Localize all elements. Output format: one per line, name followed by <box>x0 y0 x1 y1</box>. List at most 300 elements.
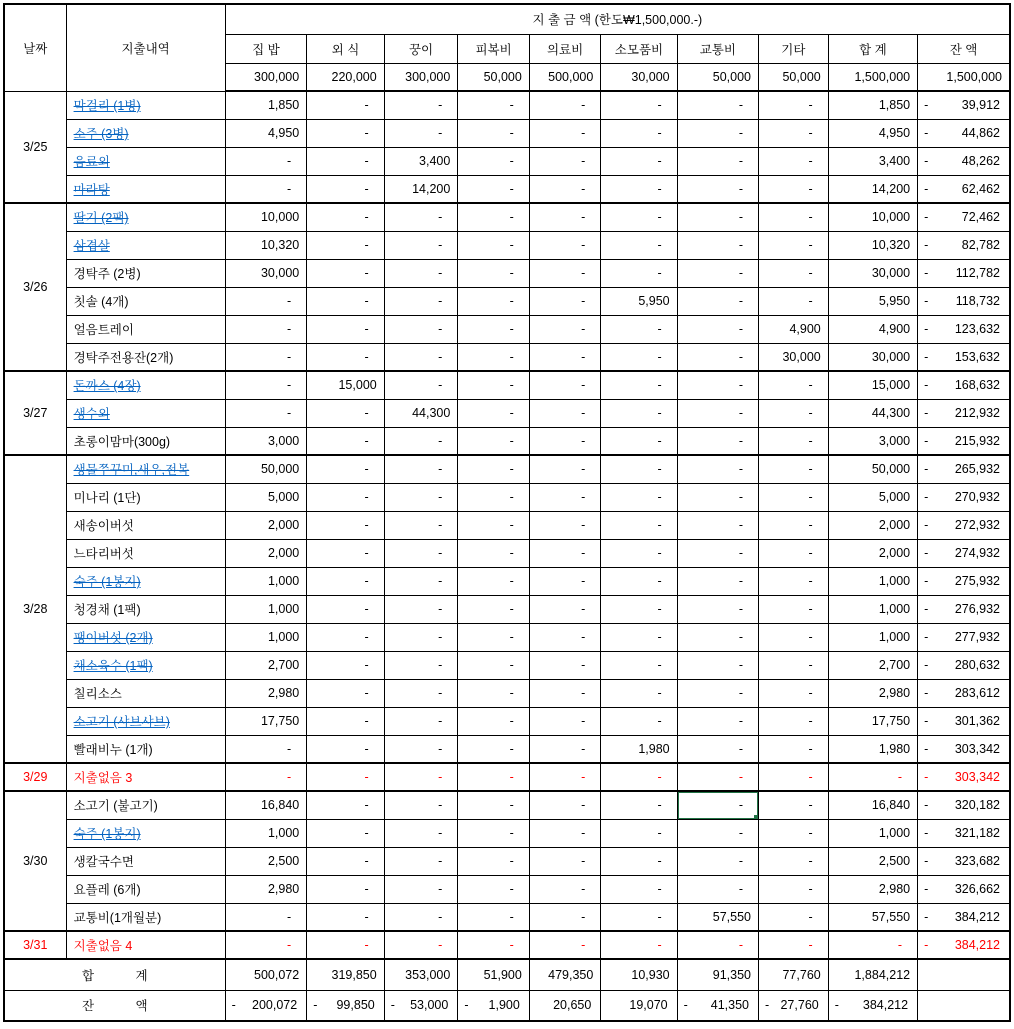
amount-cell[interactable]: - <box>677 763 758 791</box>
row-balance-cell[interactable] <box>918 819 1010 847</box>
date-cell[interactable]: 3/30 <box>4 791 66 931</box>
amount-cell[interactable]: - <box>759 847 829 875</box>
budget-amount-cell[interactable]: 1,500,000 <box>918 63 1010 91</box>
expense-item-cell[interactable]: 지출없음 4 <box>66 931 225 959</box>
amount-cell[interactable]: - <box>677 231 758 259</box>
amount-cell[interactable]: - <box>458 651 529 679</box>
amount-cell[interactable]: - <box>458 91 529 119</box>
amount-cell[interactable]: - <box>601 875 677 903</box>
amount-cell[interactable]: - <box>601 203 677 231</box>
row-total-cell[interactable]: 2,000 <box>828 511 917 539</box>
row-balance-cell[interactable] <box>918 455 1010 483</box>
amount-cell[interactable]: - <box>759 91 829 119</box>
amount-cell[interactable]: - <box>458 707 529 735</box>
amount-cell[interactable]: 1,000 <box>225 595 307 623</box>
amount-cell[interactable]: - <box>307 847 385 875</box>
row-total-cell[interactable]: 1,850 <box>828 91 917 119</box>
amount-cell[interactable]: 1,000 <box>225 623 307 651</box>
amount-cell[interactable]: 10,000 <box>225 203 307 231</box>
budget-amount-cell[interactable]: 300,000 <box>384 63 458 91</box>
amount-cell[interactable]: - <box>677 931 758 959</box>
amount-cell[interactable]: - <box>759 371 829 399</box>
row-balance-cell[interactable] <box>918 791 1010 819</box>
row-balance-cell[interactable] <box>918 763 1010 791</box>
summary-total-cell[interactable]: 10,930 <box>601 959 677 990</box>
category-header-cell[interactable]: 교통비 <box>677 34 758 63</box>
amount-cell[interactable]: 44,300 <box>384 399 458 427</box>
row-balance-cell[interactable] <box>918 511 1010 539</box>
expense-item-cell[interactable]: 경탁주 (2병) <box>66 259 225 287</box>
row-balance-cell[interactable] <box>918 595 1010 623</box>
summary-balance-cell[interactable] <box>677 990 758 1021</box>
amount-cell[interactable]: - <box>529 511 601 539</box>
amount-cell[interactable]: - <box>307 259 385 287</box>
amount-cell[interactable]: - <box>307 455 385 483</box>
row-balance-cell[interactable] <box>918 651 1010 679</box>
amount-cell[interactable]: - <box>601 819 677 847</box>
amount-cell[interactable]: - <box>601 763 677 791</box>
amount-cell[interactable]: - <box>384 91 458 119</box>
amount-cell[interactable]: - <box>225 175 307 203</box>
amount-cell[interactable]: - <box>458 203 529 231</box>
row-balance-cell[interactable] <box>918 231 1010 259</box>
row-balance-cell[interactable] <box>918 735 1010 763</box>
amount-cell[interactable]: - <box>529 287 601 315</box>
amount-cell[interactable]: - <box>759 427 829 455</box>
amount-cell[interactable]: - <box>677 315 758 343</box>
amount-cell[interactable]: - <box>759 259 829 287</box>
amount-cell[interactable]: - <box>759 707 829 735</box>
amount-cell[interactable]: - <box>677 119 758 147</box>
amount-cell[interactable]: - <box>384 679 458 707</box>
amount-cell[interactable]: - <box>458 371 529 399</box>
summary-balance-cell[interactable] <box>384 990 458 1021</box>
amount-cell[interactable]: - <box>677 679 758 707</box>
row-balance-cell[interactable] <box>918 287 1010 315</box>
amount-cell[interactable]: - <box>529 203 601 231</box>
amount-cell[interactable]: 17,750 <box>225 707 307 735</box>
category-header-cell[interactable]: 집 밥 <box>225 34 307 63</box>
amount-cell[interactable]: - <box>384 483 458 511</box>
amount-cell[interactable]: 57,550 <box>677 903 758 931</box>
amount-cell[interactable]: - <box>529 147 601 175</box>
amount-cell[interactable]: 3,400 <box>384 147 458 175</box>
amount-cell[interactable]: - <box>307 903 385 931</box>
amount-cell[interactable]: - <box>529 903 601 931</box>
amount-cell[interactable]: 15,000 <box>307 371 385 399</box>
expense-item-link[interactable]: 숙주 (1봉지) <box>66 819 225 847</box>
amount-cell[interactable]: - <box>384 287 458 315</box>
amount-cell[interactable]: - <box>384 931 458 959</box>
budget-amount-cell[interactable]: 300,000 <box>225 63 307 91</box>
amount-cell[interactable]: 5,000 <box>225 483 307 511</box>
budget-amount-cell[interactable]: 50,000 <box>677 63 758 91</box>
row-balance-cell[interactable] <box>918 91 1010 119</box>
row-balance-cell[interactable] <box>918 847 1010 875</box>
row-balance-cell[interactable] <box>918 483 1010 511</box>
expense-item-link[interactable]: 마라탕 <box>66 175 225 203</box>
amount-cell[interactable]: - <box>759 147 829 175</box>
amount-cell[interactable]: - <box>601 511 677 539</box>
amount-cell[interactable]: - <box>384 651 458 679</box>
amount-cell[interactable]: - <box>601 231 677 259</box>
amount-cell[interactable]: - <box>384 259 458 287</box>
budget-amount-cell[interactable]: 50,000 <box>458 63 529 91</box>
amount-cell[interactable]: - <box>601 707 677 735</box>
category-header-cell[interactable]: 기타 <box>759 34 829 63</box>
amount-cell[interactable]: - <box>529 455 601 483</box>
amount-cell[interactable]: - <box>307 287 385 315</box>
amount-cell[interactable]: 2,700 <box>225 651 307 679</box>
row-total-cell[interactable]: 44,300 <box>828 399 917 427</box>
amount-cell[interactable]: - <box>384 231 458 259</box>
amount-cell[interactable]: - <box>677 287 758 315</box>
summary-total-cell[interactable]: 51,900 <box>458 959 529 990</box>
amount-cell[interactable]: - <box>677 175 758 203</box>
budget-amount-cell[interactable]: 30,000 <box>601 63 677 91</box>
expense-item-cell[interactable]: 청경채 (1팩) <box>66 595 225 623</box>
amount-cell[interactable]: - <box>384 595 458 623</box>
amount-cell[interactable]: - <box>601 567 677 595</box>
amount-cell[interactable]: - <box>601 595 677 623</box>
amount-cell[interactable]: - <box>307 763 385 791</box>
expense-item-cell[interactable]: 빨래비누 (1개) <box>66 735 225 763</box>
amount-cell[interactable]: - <box>458 819 529 847</box>
amount-cell[interactable]: - <box>759 595 829 623</box>
date-cell[interactable]: 3/28 <box>4 455 66 763</box>
amount-cell[interactable]: - <box>677 735 758 763</box>
row-balance-cell[interactable] <box>918 931 1010 959</box>
amount-cell[interactable]: - <box>307 679 385 707</box>
category-header-cell[interactable]: 합 계 <box>828 34 917 63</box>
summary-balance-cell[interactable] <box>225 990 307 1021</box>
row-total-cell[interactable]: 1,980 <box>828 735 917 763</box>
amount-cell[interactable]: - <box>759 203 829 231</box>
amount-title-header[interactable]: 지 출 금 액 (한도₩1,500,000.-) <box>225 4 1010 34</box>
amount-cell[interactable]: - <box>458 287 529 315</box>
row-total-cell[interactable]: 2,700 <box>828 651 917 679</box>
amount-cell[interactable]: - <box>225 371 307 399</box>
amount-cell[interactable]: - <box>384 735 458 763</box>
amount-cell[interactable]: - <box>529 567 601 595</box>
amount-cell[interactable]: - <box>529 539 601 567</box>
amount-cell[interactable]: - <box>759 819 829 847</box>
expense-item-link[interactable]: 소주 (3병) <box>66 119 225 147</box>
amount-cell[interactable]: - <box>458 595 529 623</box>
amount-cell[interactable]: - <box>529 259 601 287</box>
row-balance-cell[interactable] <box>918 427 1010 455</box>
summary-balance-cell[interactable] <box>529 990 601 1021</box>
budget-amount-cell[interactable]: 1,500,000 <box>828 63 917 91</box>
amount-cell[interactable]: - <box>601 679 677 707</box>
amount-cell[interactable]: 2,000 <box>225 539 307 567</box>
amount-cell[interactable]: - <box>529 315 601 343</box>
amount-cell[interactable]: - <box>759 119 829 147</box>
amount-cell[interactable]: - <box>458 539 529 567</box>
row-total-cell[interactable]: 10,000 <box>828 203 917 231</box>
amount-cell[interactable]: 1,000 <box>225 567 307 595</box>
summary-total-cell[interactable]: 77,760 <box>759 959 829 990</box>
amount-cell[interactable]: - <box>677 343 758 371</box>
amount-cell[interactable]: - <box>601 847 677 875</box>
amount-cell[interactable]: 1,850 <box>225 91 307 119</box>
amount-cell[interactable]: - <box>529 343 601 371</box>
amount-cell[interactable]: 5,950 <box>601 287 677 315</box>
row-balance-cell[interactable] <box>918 539 1010 567</box>
amount-cell[interactable]: - <box>529 427 601 455</box>
amount-cell[interactable]: - <box>225 735 307 763</box>
amount-cell[interactable]: - <box>384 511 458 539</box>
amount-cell[interactable]: - <box>529 735 601 763</box>
expense-item-cell[interactable]: 초롱이맘마(300g) <box>66 427 225 455</box>
amount-cell[interactable]: - <box>759 511 829 539</box>
amount-cell[interactable]: - <box>384 875 458 903</box>
summary-balance-cell[interactable] <box>458 990 529 1021</box>
amount-cell[interactable]: - <box>458 483 529 511</box>
amount-cell[interactable]: - <box>601 371 677 399</box>
empty-cell[interactable] <box>918 959 1010 990</box>
summary-total-cell[interactable]: 479,350 <box>529 959 601 990</box>
amount-cell[interactable]: - <box>307 119 385 147</box>
amount-cell[interactable]: - <box>759 623 829 651</box>
amount-cell[interactable]: - <box>384 539 458 567</box>
row-balance-cell[interactable] <box>918 343 1010 371</box>
amount-cell[interactable]: 2,500 <box>225 847 307 875</box>
category-header-cell[interactable]: 꿍이 <box>384 34 458 63</box>
amount-cell[interactable]: - <box>307 539 385 567</box>
amount-cell[interactable]: - <box>458 427 529 455</box>
amount-cell[interactable]: - <box>307 931 385 959</box>
amount-cell[interactable]: - <box>384 763 458 791</box>
expense-item-link[interactable]: 음료외 <box>66 147 225 175</box>
amount-cell[interactable]: - <box>307 427 385 455</box>
row-total-cell[interactable]: 10,320 <box>828 231 917 259</box>
amount-cell[interactable]: - <box>307 315 385 343</box>
amount-cell[interactable]: - <box>529 847 601 875</box>
category-header-cell[interactable]: 소모품비 <box>601 34 677 63</box>
amount-cell[interactable]: - <box>384 455 458 483</box>
amount-cell[interactable]: 10,320 <box>225 231 307 259</box>
amount-cell[interactable]: - <box>759 287 829 315</box>
amount-cell[interactable]: - <box>384 791 458 819</box>
amount-cell[interactable]: - <box>677 707 758 735</box>
amount-cell[interactable]: - <box>307 343 385 371</box>
amount-cell[interactable]: - <box>601 315 677 343</box>
amount-cell[interactable]: - <box>601 791 677 819</box>
amount-cell[interactable]: 2,000 <box>225 511 307 539</box>
category-header-cell[interactable]: 피복비 <box>458 34 529 63</box>
amount-cell[interactable]: - <box>384 847 458 875</box>
amount-cell[interactable]: - <box>458 175 529 203</box>
amount-cell[interactable]: - <box>677 147 758 175</box>
amount-cell[interactable]: - <box>307 623 385 651</box>
row-balance-cell[interactable] <box>918 147 1010 175</box>
row-balance-cell[interactable] <box>918 707 1010 735</box>
summary-balance-cell[interactable] <box>601 990 677 1021</box>
amount-cell[interactable]: - <box>529 483 601 511</box>
amount-cell[interactable]: - <box>458 455 529 483</box>
grand-balance-cell[interactable] <box>828 990 917 1021</box>
row-total-cell[interactable]: 1,000 <box>828 819 917 847</box>
row-balance-cell[interactable] <box>918 175 1010 203</box>
amount-cell[interactable]: - <box>307 147 385 175</box>
expense-item-link[interactable]: 막걸리 (1병) <box>66 91 225 119</box>
amount-cell[interactable]: - <box>384 567 458 595</box>
grand-total-cell[interactable]: 1,884,212 <box>828 959 917 990</box>
amount-cell[interactable]: - <box>529 931 601 959</box>
amount-cell[interactable]: - <box>307 791 385 819</box>
amount-cell[interactable]: - <box>677 455 758 483</box>
amount-cell[interactable]: - <box>601 399 677 427</box>
expense-item-cell[interactable]: 칠리소스 <box>66 679 225 707</box>
amount-cell[interactable]: - <box>759 483 829 511</box>
amount-cell[interactable]: - <box>529 231 601 259</box>
row-total-cell[interactable]: 2,000 <box>828 539 917 567</box>
amount-cell[interactable]: - <box>225 287 307 315</box>
amount-cell[interactable]: - <box>529 707 601 735</box>
row-total-cell[interactable]: 2,980 <box>828 679 917 707</box>
expense-item-link[interactable]: 삼겹살 <box>66 231 225 259</box>
amount-cell[interactable]: - <box>677 91 758 119</box>
amount-cell[interactable]: - <box>225 343 307 371</box>
amount-cell[interactable]: - <box>458 147 529 175</box>
row-balance-cell[interactable] <box>918 623 1010 651</box>
row-total-cell[interactable]: 1,000 <box>828 623 917 651</box>
amount-cell[interactable]: - <box>601 91 677 119</box>
amount-cell[interactable]: 1,980 <box>601 735 677 763</box>
amount-cell[interactable]: - <box>601 259 677 287</box>
amount-cell[interactable]: - <box>601 651 677 679</box>
amount-cell[interactable]: 1,000 <box>225 819 307 847</box>
date-column-header[interactable]: 날짜 <box>4 4 66 91</box>
expense-item-cell[interactable]: 생칼국수면 <box>66 847 225 875</box>
amount-cell[interactable]: 4,950 <box>225 119 307 147</box>
amount-cell[interactable]: - <box>677 623 758 651</box>
amount-cell[interactable]: - <box>601 175 677 203</box>
amount-cell[interactable]: - <box>307 511 385 539</box>
amount-cell[interactable]: - <box>759 875 829 903</box>
amount-cell[interactable]: - <box>225 931 307 959</box>
row-total-cell[interactable]: 3,400 <box>828 147 917 175</box>
amount-cell[interactable]: - <box>225 763 307 791</box>
amount-cell[interactable]: - <box>677 847 758 875</box>
amount-cell[interactable]: - <box>529 791 601 819</box>
amount-cell[interactable]: - <box>759 175 829 203</box>
amount-cell[interactable]: 30,000 <box>759 343 829 371</box>
amount-cell[interactable]: - <box>384 203 458 231</box>
amount-cell[interactable]: 2,980 <box>225 679 307 707</box>
amount-cell[interactable]: - <box>307 175 385 203</box>
amount-cell[interactable]: - <box>677 203 758 231</box>
amount-cell[interactable]: - <box>384 315 458 343</box>
amount-cell[interactable]: - <box>458 343 529 371</box>
date-cell[interactable]: 3/29 <box>4 763 66 791</box>
amount-cell[interactable]: 16,840 <box>225 791 307 819</box>
amount-cell[interactable]: - <box>458 315 529 343</box>
row-total-cell[interactable]: 5,950 <box>828 287 917 315</box>
amount-cell[interactable]: - <box>384 623 458 651</box>
amount-cell[interactable]: - <box>307 567 385 595</box>
expense-item-link[interactable]: 생물쭈꾸미,새우,전복 <box>66 455 225 483</box>
amount-cell[interactable]: - <box>458 931 529 959</box>
amount-cell[interactable]: 3,000 <box>225 427 307 455</box>
amount-cell[interactable]: - <box>529 399 601 427</box>
row-total-cell[interactable]: 15,000 <box>828 371 917 399</box>
expense-item-link[interactable]: 채소육수 (1팩) <box>66 651 225 679</box>
amount-cell[interactable]: - <box>759 567 829 595</box>
amount-cell[interactable]: - <box>307 399 385 427</box>
row-balance-cell[interactable] <box>918 119 1010 147</box>
amount-cell[interactable]: - <box>529 875 601 903</box>
amount-cell[interactable]: - <box>759 679 829 707</box>
amount-cell[interactable]: - <box>458 119 529 147</box>
date-cell[interactable]: 3/27 <box>4 371 66 455</box>
amount-cell[interactable]: - <box>384 119 458 147</box>
expense-item-cell[interactable]: 느타리버섯 <box>66 539 225 567</box>
amount-cell[interactable]: - <box>759 539 829 567</box>
row-total-cell[interactable]: 1,000 <box>828 567 917 595</box>
amount-cell[interactable]: - <box>677 651 758 679</box>
amount-cell[interactable]: - <box>458 511 529 539</box>
expense-item-cell[interactable]: 얼음트레이 <box>66 315 225 343</box>
row-total-cell[interactable]: 14,200 <box>828 175 917 203</box>
amount-cell[interactable]: - <box>601 903 677 931</box>
amount-cell[interactable]: - <box>307 875 385 903</box>
amount-cell[interactable]: - <box>529 91 601 119</box>
amount-cell[interactable]: - <box>307 91 385 119</box>
summary-balance-label[interactable]: 잔 액 <box>4 990 225 1021</box>
amount-cell[interactable]: - <box>677 567 758 595</box>
amount-cell[interactable]: - <box>601 147 677 175</box>
amount-cell[interactable]: - <box>458 791 529 819</box>
amount-cell[interactable]: - <box>677 791 758 819</box>
category-header-cell[interactable]: 잔 액 <box>918 34 1010 63</box>
row-total-cell[interactable]: 2,980 <box>828 875 917 903</box>
amount-cell[interactable]: - <box>225 399 307 427</box>
amount-cell[interactable]: - <box>307 203 385 231</box>
amount-cell[interactable]: - <box>601 623 677 651</box>
row-total-cell[interactable]: 3,000 <box>828 427 917 455</box>
date-cell[interactable]: 3/26 <box>4 203 66 371</box>
row-total-cell[interactable]: 1,000 <box>828 595 917 623</box>
amount-cell[interactable]: - <box>759 763 829 791</box>
amount-cell[interactable]: - <box>759 231 829 259</box>
summary-total-cell[interactable]: 91,350 <box>677 959 758 990</box>
amount-cell[interactable]: - <box>307 735 385 763</box>
amount-cell[interactable]: - <box>677 539 758 567</box>
amount-cell[interactable]: - <box>601 539 677 567</box>
row-balance-cell[interactable] <box>918 567 1010 595</box>
budget-amount-cell[interactable]: 500,000 <box>529 63 601 91</box>
amount-cell[interactable]: - <box>307 483 385 511</box>
amount-cell[interactable]: - <box>458 847 529 875</box>
amount-cell[interactable]: - <box>677 399 758 427</box>
amount-cell[interactable]: - <box>307 707 385 735</box>
amount-cell[interactable]: - <box>458 623 529 651</box>
amount-cell[interactable]: - <box>601 343 677 371</box>
amount-cell[interactable]: - <box>601 931 677 959</box>
summary-balance-cell[interactable] <box>759 990 829 1021</box>
amount-cell[interactable]: - <box>384 903 458 931</box>
row-total-cell[interactable]: 30,000 <box>828 343 917 371</box>
amount-cell[interactable]: 30,000 <box>225 259 307 287</box>
amount-cell[interactable]: - <box>458 399 529 427</box>
amount-cell[interactable]: - <box>601 427 677 455</box>
row-total-cell[interactable]: 5,000 <box>828 483 917 511</box>
amount-cell[interactable]: - <box>458 875 529 903</box>
amount-cell[interactable]: - <box>307 819 385 847</box>
amount-cell[interactable]: - <box>458 679 529 707</box>
